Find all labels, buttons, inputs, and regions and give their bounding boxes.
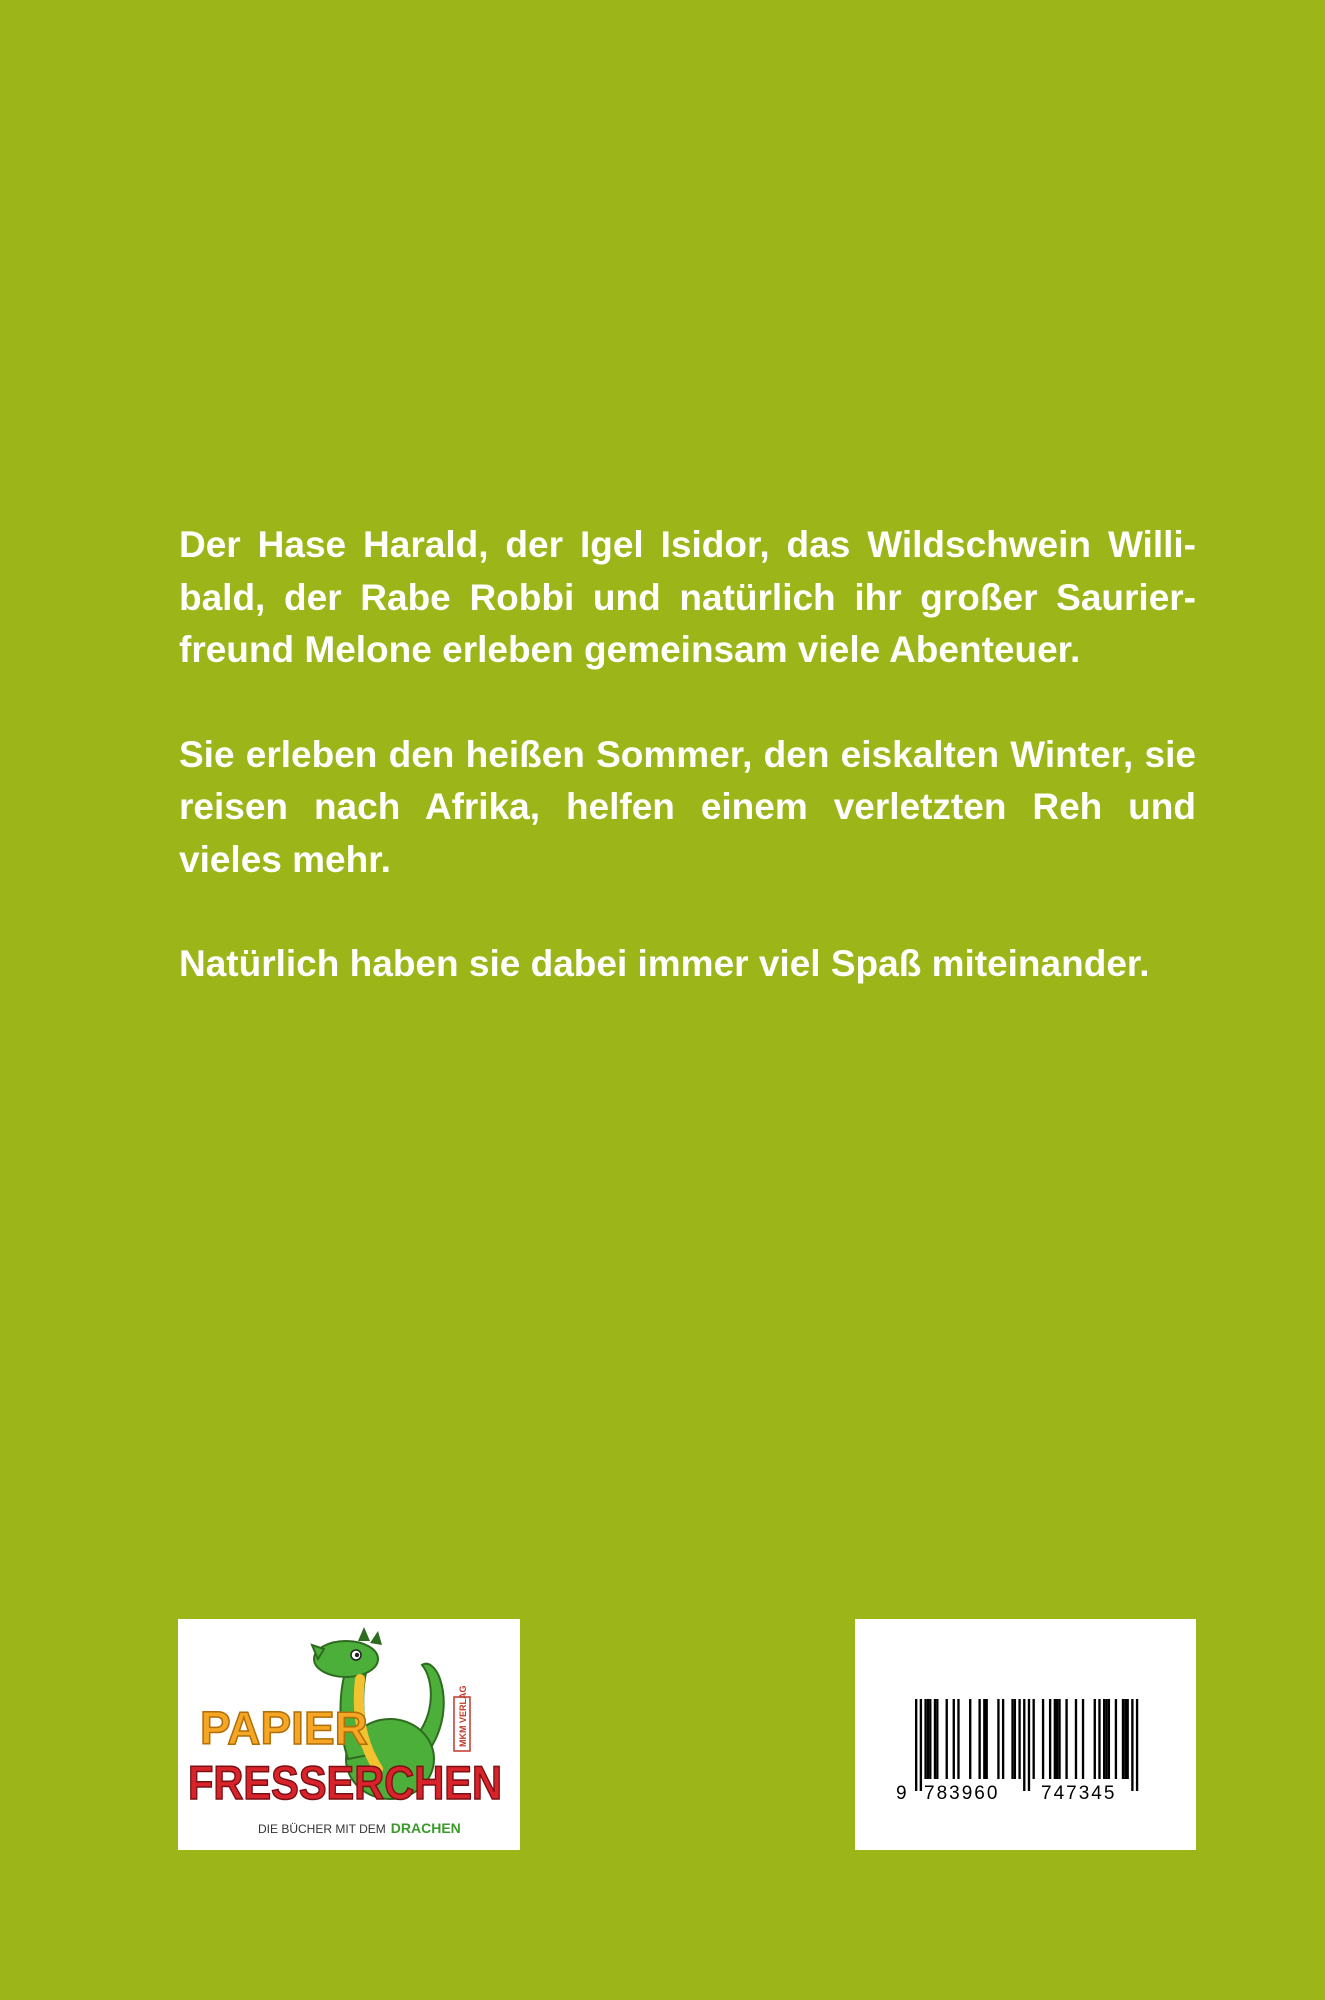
- barcode-bar: [924, 1699, 926, 1779]
- publisher-logo-graphic: [178, 1619, 520, 1850]
- barcode-bar: [927, 1699, 929, 1779]
- tagline-highlight: DRACHEN: [390, 1820, 461, 1836]
- barcode-bar: [1058, 1699, 1060, 1779]
- logo-word-papier: PAPIER: [200, 1702, 368, 1754]
- barcode-bar: [934, 1699, 936, 1779]
- barcode-bar: [915, 1699, 917, 1791]
- barcode-bar: [1103, 1699, 1105, 1779]
- logo-tagline: [258, 1820, 461, 1836]
- barcode-bar: [1131, 1699, 1133, 1791]
- barcode-bar: [1136, 1699, 1138, 1791]
- logo-word-fresserchen: FRESSERCHEN: [188, 1756, 502, 1809]
- barcode-bar: [1094, 1699, 1096, 1779]
- isbn-right-group: 747345: [1041, 1783, 1117, 1804]
- barcode-bar: [1105, 1699, 1107, 1779]
- barcode-bar: [983, 1699, 985, 1779]
- tagline-prefix: DIE BÜCHER MIT DEM: [258, 1822, 386, 1836]
- isbn-barcode: [855, 1619, 1196, 1850]
- isbn-first-digit: 9: [896, 1783, 907, 1804]
- barcode-bar: [1124, 1699, 1126, 1779]
- barcode-bar: [929, 1699, 931, 1779]
- publisher-logo: [178, 1619, 520, 1850]
- barcode-bar: [1098, 1699, 1100, 1779]
- barcode-bar: [1127, 1699, 1129, 1779]
- barcode-bar: [1056, 1699, 1058, 1779]
- barcode-bar: [969, 1699, 971, 1779]
- blurb-paragraph: Der Hase Harald, der Igel Isidor, das Wildschwein Willi-bald, der Rabe Robbi und natürlich ihr großer Saurier-freund Melone erleben gemeinsam viele Abenteuer.: [179, 524, 1196, 670]
- blurb-text: [179, 519, 1196, 991]
- barcode-bar: [1028, 1699, 1030, 1791]
- barcode-bar: [1014, 1699, 1016, 1779]
- blurb-paragraph: Natürlich haben sie dabei immer viel Spaß miteinander.: [179, 943, 1150, 984]
- barcode-bar: [1115, 1699, 1117, 1779]
- barcode-bar: [1023, 1699, 1025, 1791]
- barcode-bar: [920, 1699, 922, 1791]
- barcode-bar: [1054, 1699, 1056, 1779]
- barcode-bar: [1018, 1699, 1020, 1779]
- barcode-bar: [1082, 1699, 1084, 1779]
- barcode-bars: [855, 1619, 1196, 1850]
- barcode-bar: [1011, 1699, 1013, 1779]
- barcode-bar: [1122, 1699, 1124, 1779]
- side-label-box: [454, 1686, 470, 1752]
- isbn-left-group: 783960: [924, 1783, 1000, 1804]
- barcode-bar: [1108, 1699, 1110, 1779]
- blurb-paragraph: Sie erleben den heißen Sommer, den eiskalten Winter, sie reisen nach Afrika, helfen einem verletzten Reh und vieles mehr.: [179, 733, 1196, 880]
- barcode-bar: [978, 1699, 980, 1779]
- barcode-bar: [1049, 1699, 1051, 1779]
- barcode-bar: [936, 1699, 938, 1779]
- barcode-bar: [1002, 1699, 1004, 1779]
- barcode-bar: [946, 1699, 948, 1779]
- barcode-bar: [986, 1699, 988, 1779]
- barcode-bar: [1065, 1699, 1067, 1779]
- barcode-bar: [957, 1699, 959, 1779]
- side-label: MKM VERLAG: [458, 1685, 468, 1747]
- barcode-bar: [997, 1699, 999, 1779]
- barcode-bar: [953, 1699, 955, 1779]
- barcode-bar: [1033, 1699, 1035, 1779]
- barcode-bar: [1075, 1699, 1077, 1779]
- barcode-bar: [1042, 1699, 1044, 1779]
